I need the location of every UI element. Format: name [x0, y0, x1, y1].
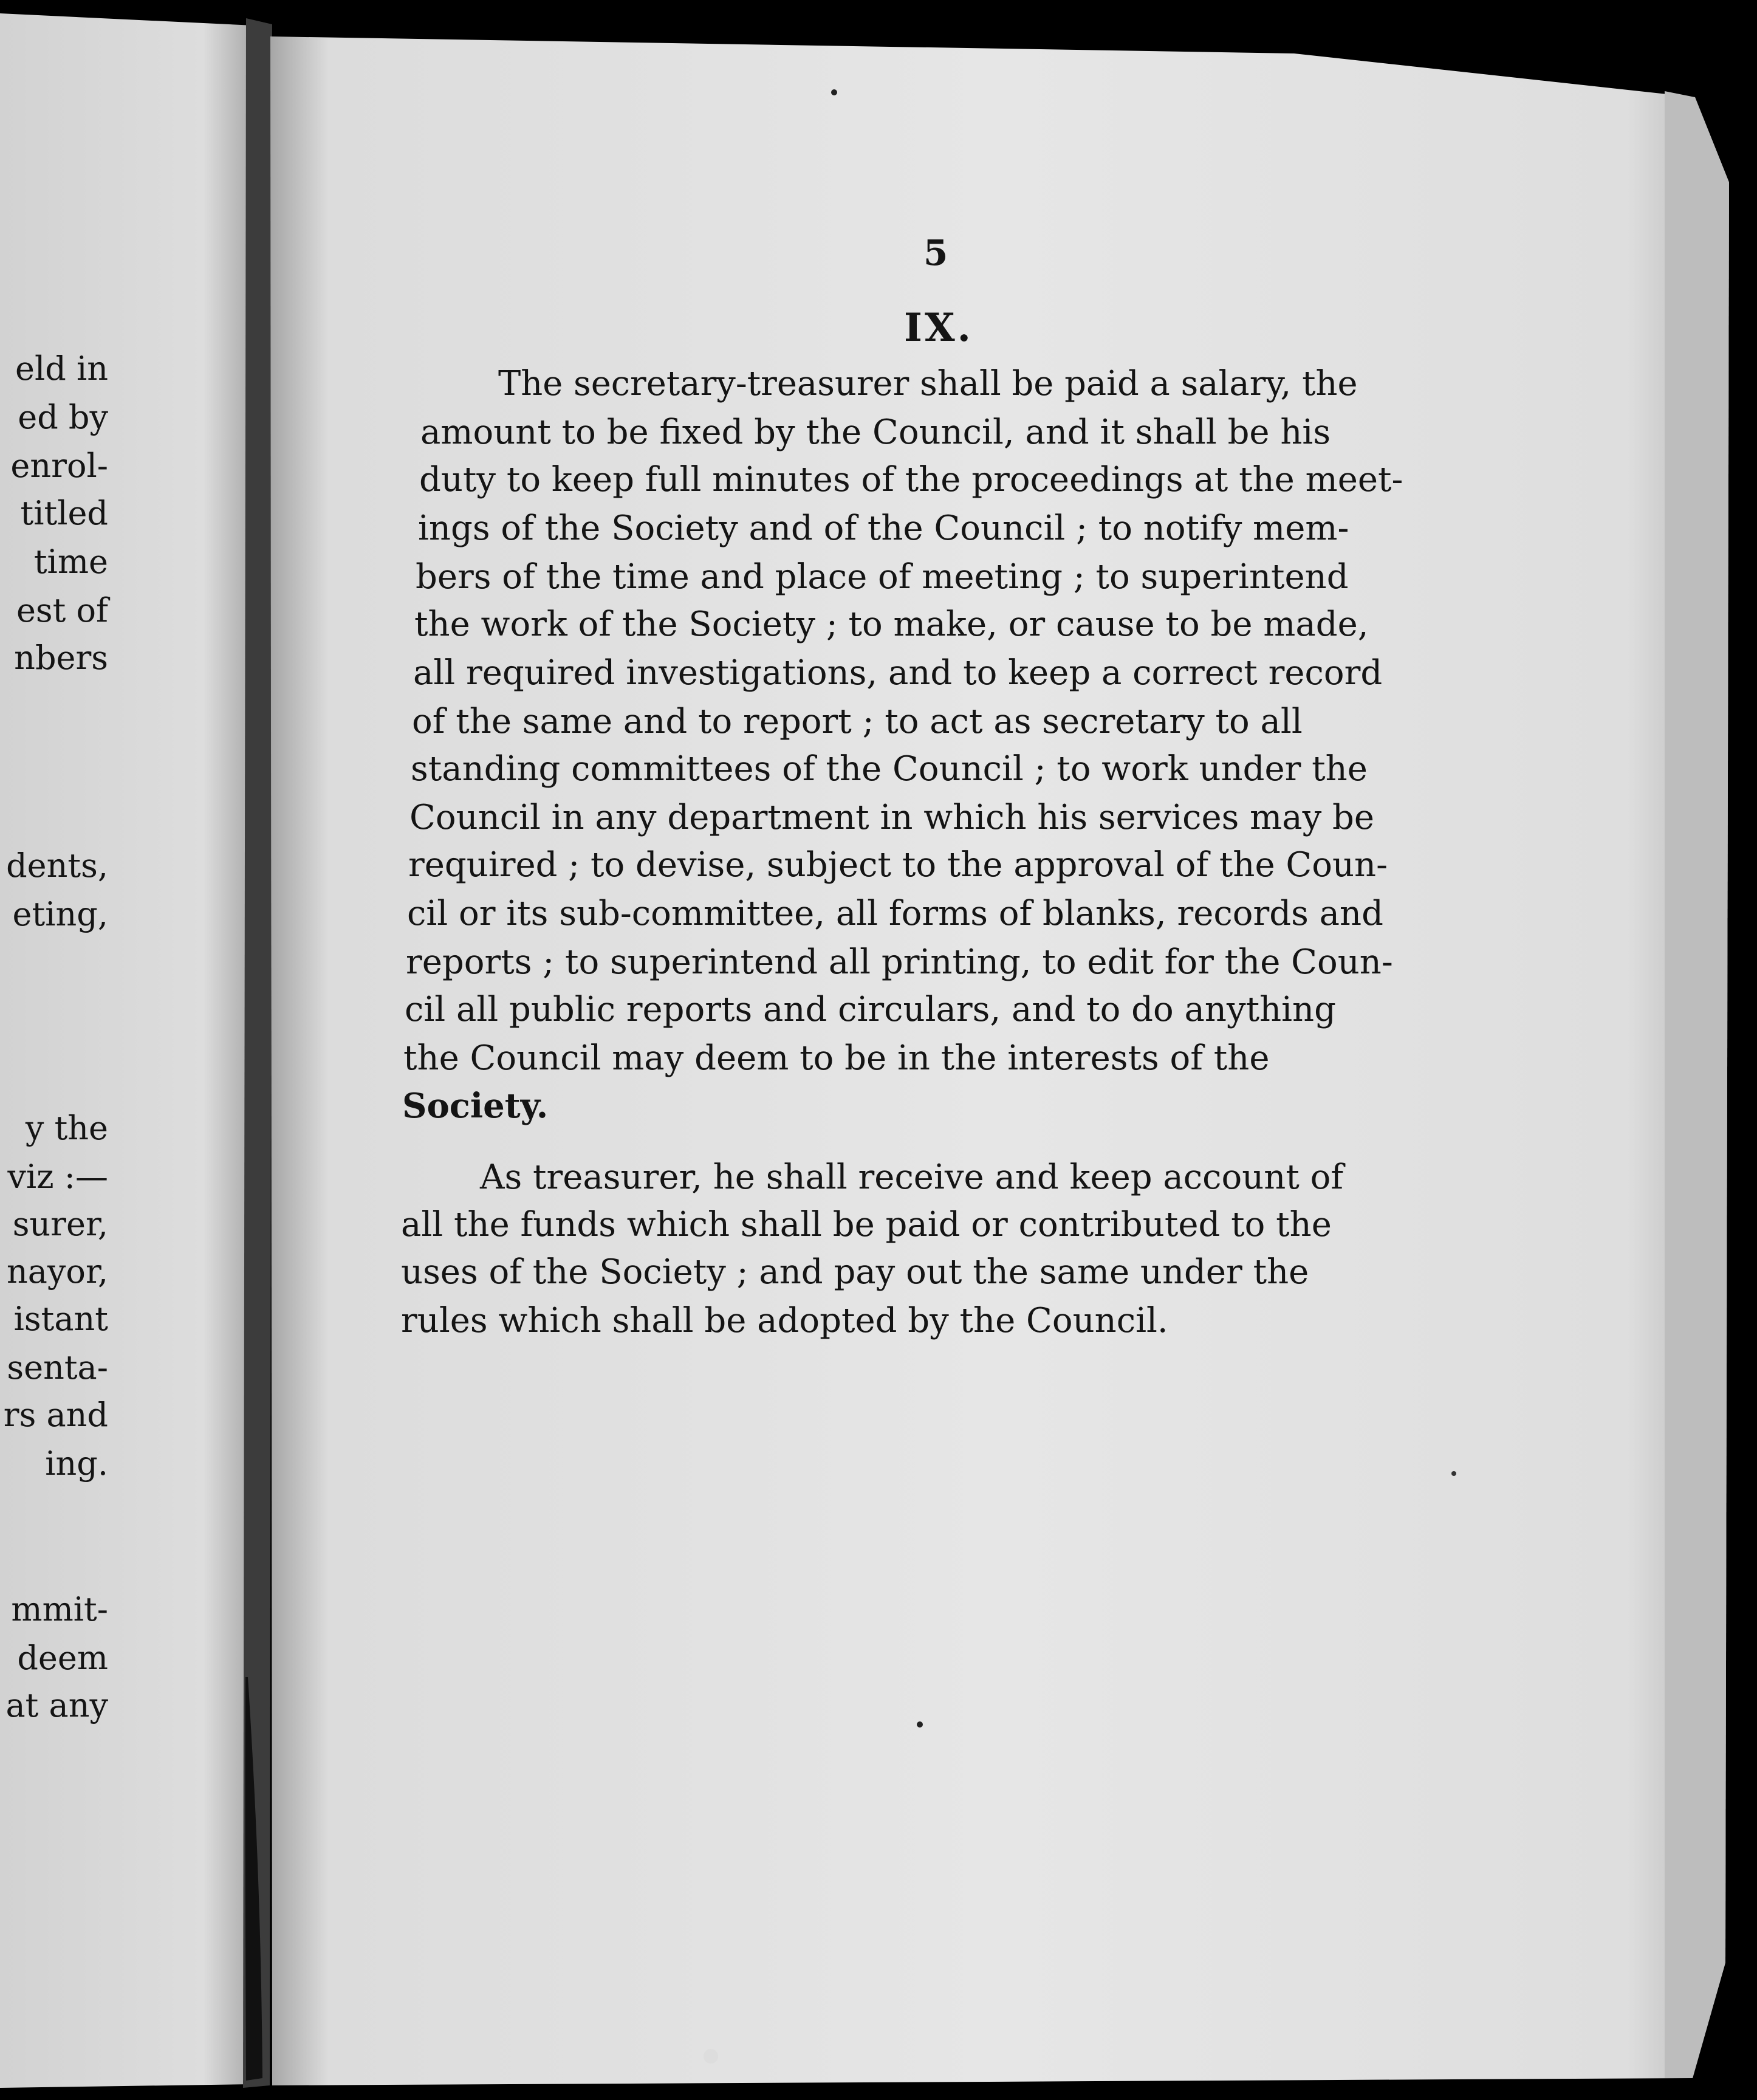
paragraph-line: rules which shall be adopted by the Council.: [401, 1301, 1168, 1340]
paragraph-line: required ; to devise, subject to the approval of the Coun-: [408, 845, 1388, 885]
paragraph-line: reports ; to superintend all printing, to edit for the Coun-: [406, 942, 1393, 982]
left-page-line: surer,: [12, 1205, 108, 1243]
left-page-line: nbers: [14, 639, 108, 677]
paragraph-line: cil or its sub-committee, all forms of blanks, records and: [407, 894, 1383, 933]
paragraph-line: the work of the Society ; to make, or cause to be made,: [414, 605, 1369, 644]
left-page-line: nayor,: [6, 1252, 108, 1291]
paragraph-line: all required investigations, and to keep a correct record: [413, 653, 1383, 693]
left-page-line: est of: [16, 591, 108, 630]
left-page-line: istant: [13, 1300, 108, 1338]
left-page-line: ing.: [45, 1444, 108, 1483]
paragraph-line: bers of the time and place of meeting ; to superintend: [416, 557, 1349, 597]
paragraph-line: Council in any department in which his services may be: [409, 798, 1375, 837]
left-page-line: deem: [17, 1639, 108, 1677]
paragraph-line: the Council may deem to be in the interests of the: [403, 1038, 1270, 1078]
left-page-line: senta-: [7, 1348, 108, 1387]
left-page-line: ed by: [18, 398, 108, 436]
paragraph-line: The secretary-treasurer shall be paid a salary, the: [498, 364, 1358, 403]
paragraph-line: cil all public reports and circulars, and to do anything: [405, 990, 1336, 1029]
paragraph-line: ings of the Society and of the Council ; to notify mem-: [418, 509, 1349, 548]
left-page-line: time: [33, 543, 108, 581]
left-page-line: mmit-: [11, 1590, 108, 1628]
left-page-line: enrol-: [10, 447, 108, 485]
section-heading: IX.: [904, 305, 973, 351]
paragraph-line: Society.: [402, 1086, 549, 1126]
paragraph-line: As treasurer, he shall receive and keep account of: [480, 1158, 1344, 1197]
paragraph-line: uses of the Society ; and pay out the same under the: [401, 1252, 1309, 1292]
left-page-line: eting,: [12, 895, 108, 933]
page-number: 5: [923, 232, 948, 273]
left-page-line: rs and: [3, 1396, 108, 1434]
left-page-line: y the: [25, 1109, 108, 1147]
paragraph-line: standing committees of the Council ; to work under the: [411, 749, 1368, 789]
paragraph-line: amount to be fixed by the Council, and it shall be his: [420, 413, 1331, 452]
paragraph-line: of the same and to report ; to act as secretary to all: [412, 702, 1303, 741]
paragraph-line: all the funds which shall be paid or contributed to the: [401, 1205, 1332, 1244]
left-page-line: at any: [5, 1686, 108, 1724]
left-page-line: eld in: [15, 349, 108, 388]
left-page-line: viz :—: [7, 1158, 108, 1196]
left-page-line: dents,: [6, 846, 108, 885]
left-page-line: titled: [20, 494, 108, 532]
paragraph-line: duty to keep full minutes of the proceedings at the meet-: [419, 460, 1403, 499]
